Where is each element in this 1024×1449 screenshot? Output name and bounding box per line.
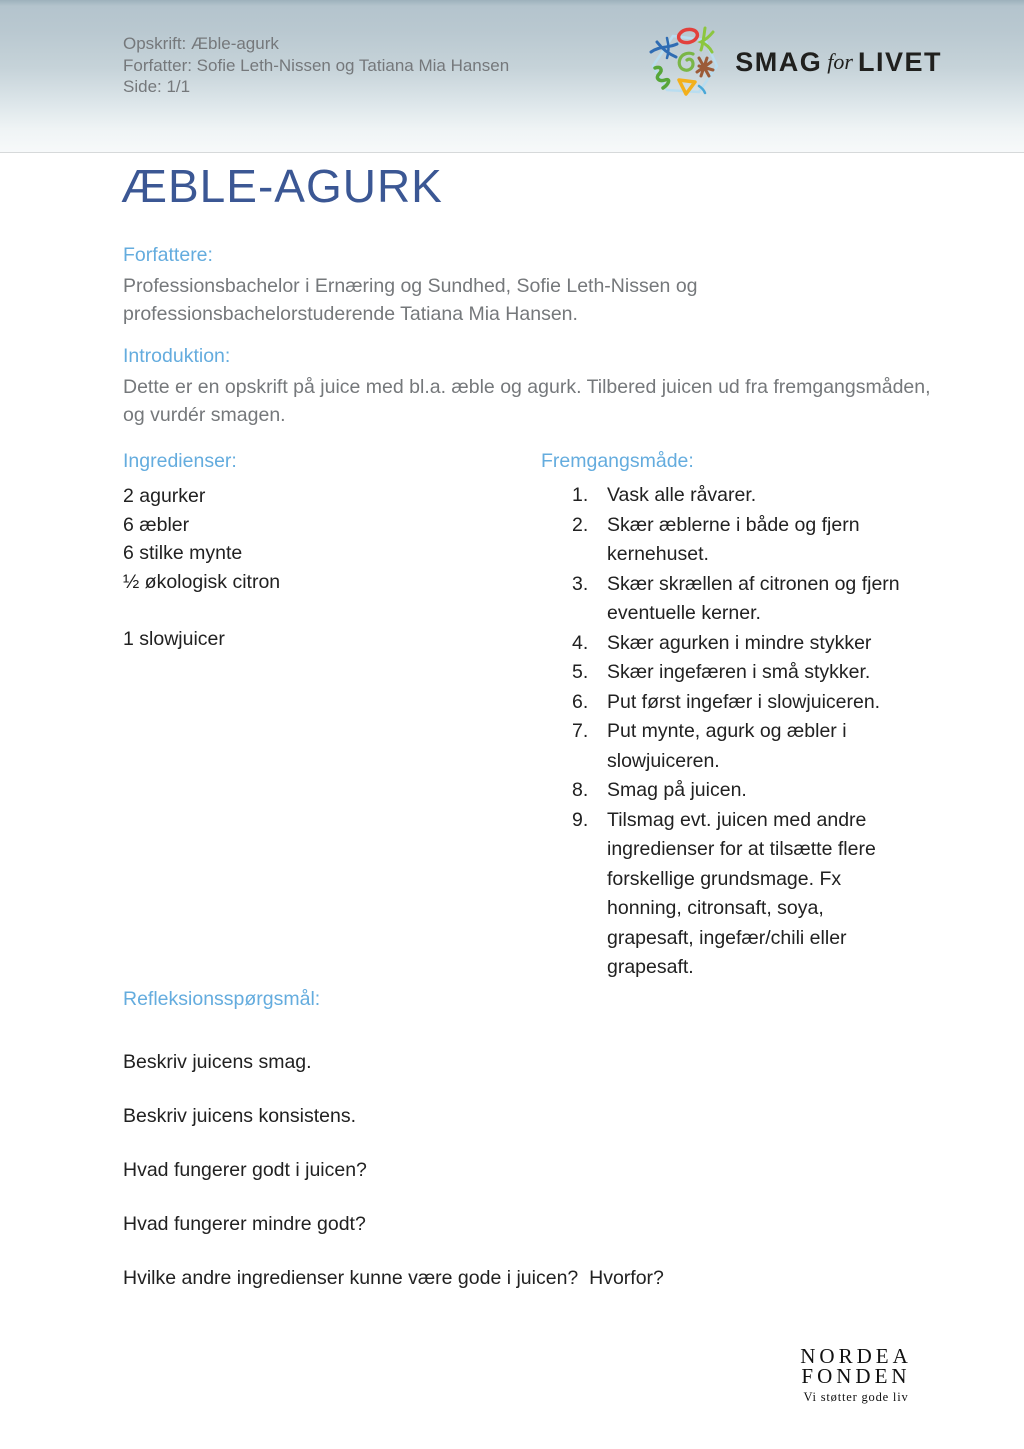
method-step — [541, 717, 913, 776]
nordea-logo-line2: FONDEN — [801, 1364, 911, 1388]
header-page-line: Side: 1/1 — [123, 77, 191, 96]
logo-word-livet: LIVET — [857, 46, 942, 77]
step-text: Skær æblerne i både og fjern kernehuset. — [607, 513, 860, 565]
step-number: 2. — [572, 513, 589, 536]
step-number: 1. — [572, 484, 589, 506]
intro-body: Dette er en opskrift på juice med bl.a. æble og agurk. Tilbered juicen ud fra fremgangsmåden, og vurdér smagen. — [123, 376, 931, 426]
section-method — [541, 449, 913, 983]
ingredient-item: 6 stilke mynte — [123, 542, 243, 565]
section-reflection — [123, 987, 823, 1320]
smag-for-livet-icon — [643, 24, 725, 100]
step-text: Vask alle råvarer. — [607, 484, 757, 506]
step-number: 9. — [572, 808, 589, 831]
step-number: 6. — [572, 690, 589, 713]
reflection-question: Hvad fungerer mindre godt? — [123, 1213, 366, 1235]
smag-for-livet-wordmark — [735, 47, 942, 78]
reflection-questions — [123, 1050, 823, 1290]
method-step — [541, 629, 913, 659]
ingredient-item: 6 æbler — [123, 513, 190, 536]
step-text: Put mynte, agurk og æbler i slowjuiceren. — [607, 720, 847, 772]
reflection-question: Beskriv juicens smag. — [123, 1051, 312, 1073]
authors-heading: Forfattere: — [123, 244, 213, 266]
ingredients-heading: Ingredienser: — [123, 450, 237, 472]
nordea-logo-tagline: Vi støtter gode liv — [803, 1390, 909, 1404]
method-step — [541, 658, 913, 688]
method-steps — [541, 481, 913, 983]
equipment-item: 1 slowjuicer — [123, 628, 225, 651]
method-step — [541, 511, 913, 570]
reflection-question: Beskriv juicens konsistens. — [123, 1105, 357, 1127]
method-step — [541, 776, 913, 806]
section-ingredients — [123, 449, 483, 654]
reflection-heading: Refleksionsspørgsmål: — [123, 988, 321, 1010]
method-step — [541, 570, 913, 629]
method-step — [541, 806, 913, 983]
nordea-logo-line1: NORDEA — [800, 1344, 912, 1368]
step-text: Skær skrællen af citronen og fjern eventuelle kerner. — [607, 572, 900, 624]
logo-word-smag: SMAG — [735, 46, 823, 77]
section-authors — [123, 243, 703, 328]
step-text: Skær ingefæren i små stykker. — [607, 661, 871, 683]
reflection-question: Hvilke andre ingredienser kunne være gode i juicen? Hvorfor? — [123, 1267, 664, 1289]
nordea-fonden-logo — [772, 1346, 940, 1406]
step-text: Skær agurken i mindre stykker — [607, 631, 872, 654]
step-number: 3. — [572, 572, 589, 595]
authors-body: Professionsbachelor i Ernæring og Sundhed, Sofie Leth-Nissen og professionsbachelorstuderende Tatiana Mia Hansen. — [123, 275, 698, 325]
ingredient-item: ½ økologisk citron — [123, 570, 281, 593]
logo-word-for: for — [827, 48, 853, 74]
section-intro — [123, 344, 933, 429]
page-title: ÆBLE-AGURK — [121, 160, 443, 212]
step-number: 8. — [572, 779, 589, 801]
step-text: Tilsmag evt. juicen med andre ingredienser for at tilsætte flere forskellige grundsmage. Fx honning, citronsaft, soya, grapesaft, ingefær/chili eller grapesaft. — [607, 808, 876, 978]
header-author-line: Forfatter: Sofie Leth-Nissen og Tatiana Mia Hansen — [123, 55, 510, 75]
intro-heading: Introduktion: — [123, 345, 231, 367]
header-meta — [123, 33, 509, 98]
ingredient-item: 2 agurker — [123, 485, 206, 507]
step-text: Put først ingefær i slowjuiceren. — [607, 690, 881, 713]
method-step — [541, 688, 913, 718]
ingredients-list — [123, 482, 483, 596]
step-text: Smag på juicen. — [607, 779, 747, 801]
step-number: 5. — [572, 661, 589, 683]
step-number: 4. — [572, 631, 589, 654]
method-heading: Fremgangsmåde: — [541, 450, 694, 472]
reflection-question: Hvad fungerer godt i juicen? — [123, 1159, 367, 1181]
smag-for-livet-logo — [643, 24, 942, 100]
step-number: 7. — [572, 720, 589, 742]
page-header — [0, 0, 1024, 153]
method-step — [541, 481, 913, 511]
header-recipe-line: Opskrift: Æble-agurk — [123, 34, 279, 53]
